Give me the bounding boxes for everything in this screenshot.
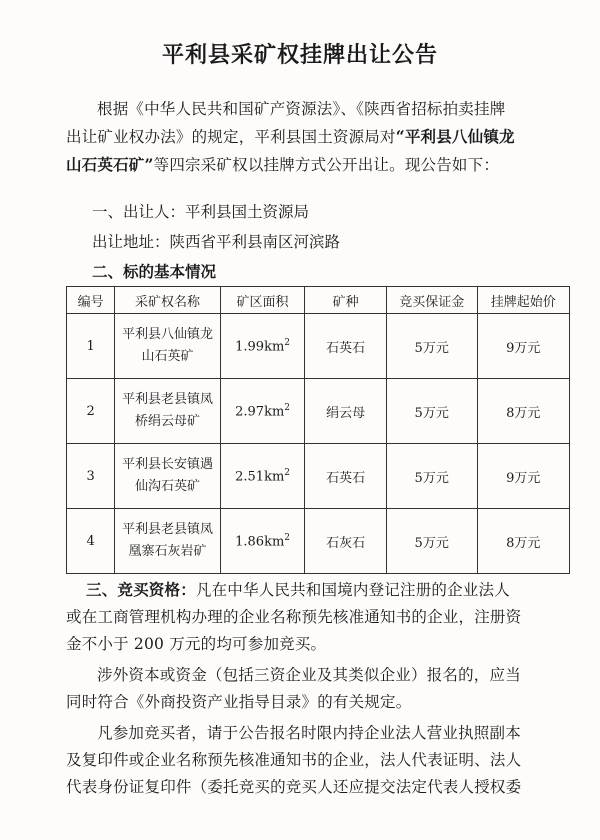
- row-area: [220, 379, 305, 444]
- table-row: [67, 509, 570, 574]
- row-start-price: 9万元: [477, 314, 570, 379]
- row-area: [220, 444, 305, 509]
- row-name-line-1: 平利县老县镇凤: [121, 392, 213, 407]
- intro-line-3: [66, 151, 566, 179]
- row-start-price: 8万元: [477, 509, 570, 574]
- row-name-line-1: 平利县长安镇遇: [121, 457, 213, 472]
- intro-line-2-text: 出让矿业权办法》的规定，平利县国土资源局对: [66, 128, 396, 146]
- row-mineral: 绢云母: [305, 379, 386, 444]
- header-start-price: 挂牌起始价: [477, 287, 570, 314]
- mining-rights-table: [66, 286, 570, 574]
- foreign-capital-line-1: 涉外资本或资金（包括三资企业及其类似企业）报名的，应当: [97, 666, 521, 684]
- row-name-line-2: 桥绢云母矿: [134, 414, 200, 429]
- row-area-exponent: 2: [284, 532, 291, 543]
- row-name-line-1: 平利县八仙镇龙: [121, 327, 213, 342]
- intro-paragraph: [66, 96, 566, 179]
- row-mineral: 石英石: [305, 444, 386, 509]
- row-area-value: 1.99: [235, 339, 265, 355]
- row-area: [220, 509, 305, 574]
- section-3-paragraph: [66, 576, 566, 658]
- row-name: [115, 314, 220, 379]
- application-paragraph: [66, 720, 566, 801]
- header-name: 采矿权名称: [115, 287, 220, 314]
- row-name-line-2: 凰寨石灰岩矿: [128, 544, 207, 559]
- section-3-heading: 三、竞买资格：: [86, 580, 196, 599]
- row-no: 4: [67, 509, 115, 574]
- intro-line-2: [66, 123, 566, 151]
- row-no: 2: [67, 379, 115, 444]
- row-deposit: 5万元: [386, 509, 477, 574]
- section-3-line-3: 金不小于 200 万元的均可参加竞买。: [66, 635, 327, 653]
- foreign-capital-paragraph: [66, 662, 566, 716]
- row-deposit: 5万元: [386, 379, 477, 444]
- row-area: [220, 314, 305, 379]
- section-1-heading: 一、出让人：平利县国土资源局: [92, 203, 310, 221]
- row-no: 1: [67, 314, 115, 379]
- row-no: 3: [67, 444, 115, 509]
- intro-project-name-start: “平利县八仙镇龙: [395, 127, 515, 146]
- table-row: [67, 379, 570, 444]
- application-line-2: 及复印件或企业名称预先核准通知书的企业，法人代表证明、法人: [66, 751, 522, 769]
- row-name: [115, 509, 220, 574]
- intro-line-3-text: 等四宗采矿权以挂牌方式公开出让。现公告如下：: [153, 156, 500, 174]
- row-name: [115, 444, 220, 509]
- header-mineral: 矿种: [305, 287, 386, 314]
- row-area-value: 2.97: [235, 404, 265, 420]
- intro-project-name-end: 山石英石矿”: [66, 155, 154, 174]
- section-3-line-1: [66, 576, 566, 604]
- section-2-heading: 二、标的基本情况: [92, 262, 217, 281]
- row-area-value: 1.86: [235, 534, 265, 550]
- intro-line-1: 根据《中华人民共和国矿产资源法》、《陕西省招标拍卖挂牌: [97, 100, 506, 118]
- transfer-address: 出让地址：陕西省平利县南区河滨路: [92, 233, 341, 251]
- row-area-exponent: 2: [284, 337, 291, 348]
- row-area-exponent: 2: [284, 402, 291, 413]
- application-line-3: 代表身份证复印件（委托竞买的竞买人还应提交法定代表人授权委: [66, 778, 522, 796]
- row-name-line-2: 山石英矿: [141, 349, 194, 364]
- table-header-row: [67, 287, 570, 314]
- row-name-line-2: 仙沟石英矿: [134, 479, 200, 494]
- row-area-value: 2.51: [235, 469, 265, 485]
- row-area-unit: km: [264, 404, 285, 420]
- row-name: [115, 379, 220, 444]
- section-3-line-2: 或在工商管理机构办理的企业名称预先核准通知书的企业，注册资: [66, 608, 522, 626]
- row-start-price: 9万元: [477, 444, 570, 509]
- row-area-unit: km: [264, 534, 285, 550]
- table-row: [67, 314, 570, 379]
- header-deposit: 竞买保证金: [386, 287, 477, 314]
- row-area-unit: km: [264, 339, 285, 355]
- header-no: 编号: [67, 287, 115, 314]
- row-mineral: 石灰石: [305, 509, 386, 574]
- page-title: 平利县采矿权挂牌出让公告: [161, 43, 438, 68]
- row-deposit: 5万元: [386, 444, 477, 509]
- foreign-capital-line-2: 同时符合《外商投资产业指导目录》的有关规定。: [66, 693, 412, 711]
- row-start-price: 8万元: [477, 379, 570, 444]
- header-area: 矿区面积: [220, 287, 305, 314]
- application-line-1: 凡参加竞买者，请于公告报名时限内持企业法人营业执照副本: [97, 724, 521, 742]
- row-name-line-1: 平利县老县镇凤: [121, 522, 213, 537]
- row-mineral: 石英石: [305, 314, 386, 379]
- table-row: [67, 444, 570, 509]
- row-area-unit: km: [264, 469, 285, 485]
- row-area-exponent: 2: [284, 467, 291, 478]
- row-deposit: 5万元: [386, 314, 477, 379]
- section-3-line-1-text: 凡在中华人民共和国境内登记注册的企业法人: [195, 581, 510, 599]
